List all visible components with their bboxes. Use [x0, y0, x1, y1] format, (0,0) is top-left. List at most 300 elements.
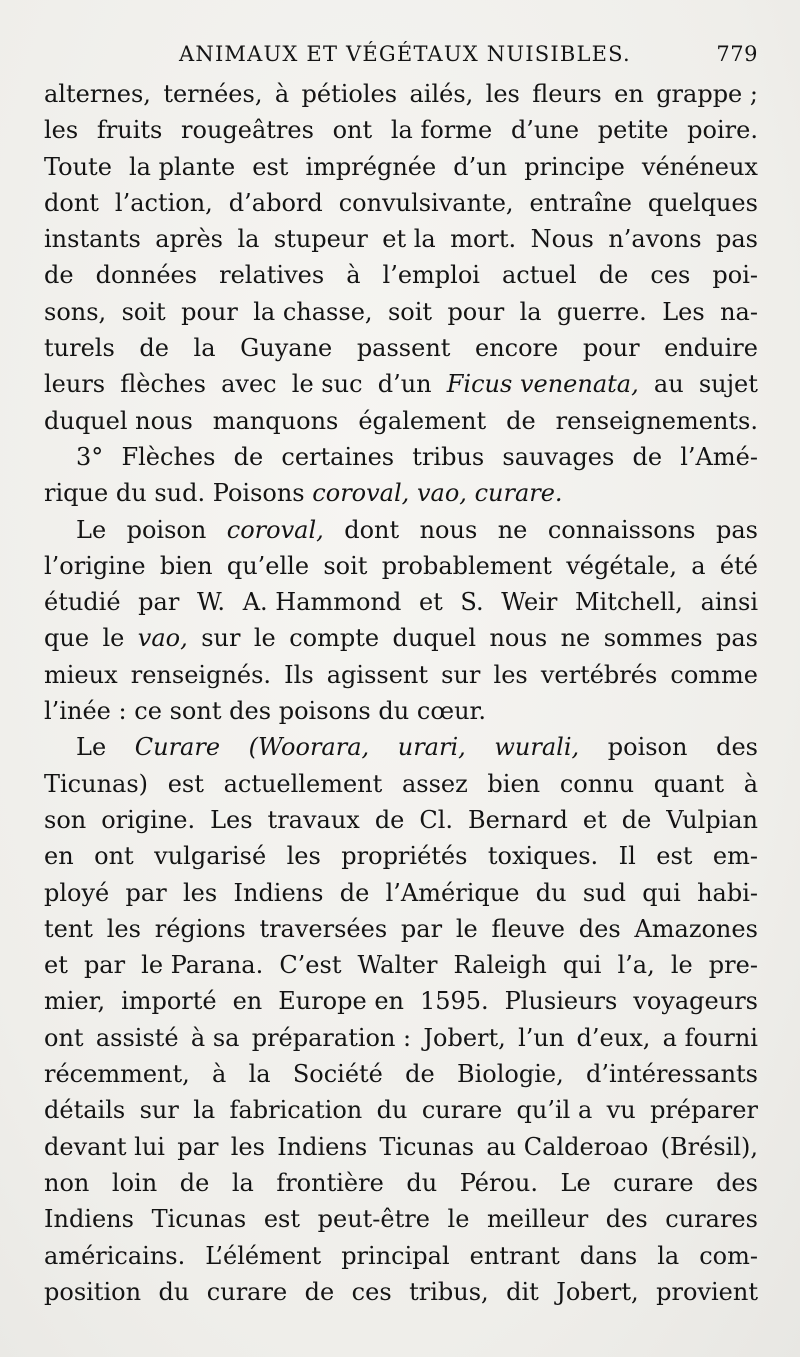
word: Indiens: [44, 1205, 134, 1234]
word: de: [506, 406, 536, 435]
text-line: [44, 257, 758, 293]
word: compte: [289, 624, 380, 653]
text-line: [44, 330, 758, 366]
word: la chasse,: [253, 297, 373, 326]
word: ne: [560, 624, 591, 653]
word: fleurs: [532, 80, 602, 108]
word: et: [418, 588, 443, 617]
word: duquel nous: [44, 406, 193, 435]
word: principe: [524, 152, 625, 181]
word: ont: [94, 842, 134, 871]
text-line: [44, 1165, 758, 1201]
word: les: [485, 80, 520, 108]
word: en: [44, 842, 74, 871]
word: A. Hammond: [242, 588, 402, 617]
word: vénéneux: [641, 152, 758, 181]
word: vertébrés: [540, 660, 658, 689]
word: ainsi: [700, 588, 758, 617]
text-line: [44, 983, 758, 1019]
word: de: [621, 805, 652, 834]
text-line: [44, 693, 758, 729]
word: Toute: [44, 152, 112, 181]
word: Weir: [501, 588, 558, 617]
word: de: [44, 261, 74, 290]
word: actuel: [502, 261, 577, 290]
text-line: [44, 875, 758, 911]
word: le Parana.: [141, 951, 264, 980]
word: curare: [613, 1168, 694, 1197]
word: d’un: [377, 370, 432, 399]
text-line: [44, 149, 758, 185]
word: également: [358, 406, 487, 435]
word: d’eux,: [576, 1023, 651, 1052]
word: Biologie,: [456, 1060, 564, 1089]
word: devant lui: [44, 1132, 165, 1161]
word: les: [183, 878, 218, 907]
word: quant: [653, 769, 724, 798]
word: ployé: [44, 878, 110, 907]
word: les: [230, 1132, 265, 1161]
word: tent: [44, 914, 93, 943]
word: (Woorara,: [248, 733, 370, 762]
word: nous: [419, 515, 478, 544]
word: ne: [497, 515, 528, 544]
word: du: [115, 479, 147, 508]
word: en: [614, 80, 644, 108]
word: urari,: [397, 733, 466, 762]
word: sommes: [603, 624, 703, 653]
word: qu’il a: [516, 1096, 593, 1125]
word: Jobert,: [423, 1023, 506, 1052]
word: Le: [76, 733, 107, 762]
word: la forme: [390, 116, 493, 145]
word: a fourni: [662, 1023, 758, 1052]
text-line: [44, 729, 758, 765]
word: curare: [206, 1277, 288, 1306]
word: cœur.: [416, 697, 487, 726]
text-line: [44, 548, 758, 584]
word: n’avons: [608, 225, 702, 254]
body-text: [44, 76, 758, 1310]
word: pour: [582, 334, 640, 363]
word: le: [102, 624, 125, 653]
word: à: [212, 1060, 227, 1089]
word: duquel: [392, 624, 477, 653]
word: par: [125, 878, 167, 907]
text-line: [44, 403, 758, 439]
word: peut-être: [317, 1205, 430, 1234]
word: la: [237, 225, 260, 254]
word: petite: [597, 116, 669, 145]
word: tribus: [412, 442, 485, 471]
word: connu: [559, 769, 635, 798]
word: voyageurs: [633, 987, 758, 1016]
word: em-: [712, 842, 758, 871]
word: actuellement: [223, 769, 383, 798]
word: par: [83, 951, 126, 980]
word: traversées: [259, 914, 388, 943]
word: toxiques.: [487, 842, 599, 871]
word: manquons: [212, 406, 339, 435]
word: de: [632, 442, 663, 471]
word: dont: [344, 515, 400, 544]
word: pétioles: [301, 80, 398, 108]
text-line: [44, 584, 758, 620]
word: Guyane: [240, 334, 333, 363]
word: pre-: [708, 951, 758, 980]
word: que: [44, 624, 90, 653]
word: agissent: [326, 660, 429, 689]
word: sauvages: [502, 442, 615, 471]
word: importé: [121, 987, 217, 1016]
word: fleuve: [491, 914, 565, 943]
word: Plusieurs: [504, 987, 618, 1016]
word: L’élément: [205, 1241, 322, 1270]
word: C’est: [279, 951, 342, 980]
word: la: [519, 297, 542, 326]
text-line: [44, 112, 758, 148]
word: instants: [44, 225, 141, 254]
word: après: [155, 225, 223, 254]
word: à: [274, 80, 290, 108]
word: des: [716, 1168, 758, 1197]
word: pour: [181, 297, 238, 326]
word: mort.: [450, 225, 517, 254]
word: Ticunas): [44, 769, 149, 798]
word: dit: [506, 1277, 539, 1306]
word: comme: [670, 660, 758, 689]
word: de: [374, 805, 405, 834]
word: soit: [387, 297, 433, 326]
word: certaines: [281, 442, 395, 471]
word: ternées,: [163, 80, 263, 108]
word: récemment,: [44, 1060, 190, 1089]
word: Poisons: [212, 479, 305, 508]
word: provient: [656, 1277, 758, 1306]
word: d’un: [453, 152, 508, 181]
word: vu: [606, 1096, 636, 1125]
word: données: [95, 261, 198, 290]
word: l’un: [518, 1023, 565, 1052]
word: des: [578, 914, 621, 943]
word: Société: [292, 1060, 383, 1089]
word: ont: [332, 116, 373, 145]
word: qu’elle: [226, 551, 310, 580]
word: tribus,: [409, 1277, 489, 1306]
word: poison: [126, 515, 207, 544]
word: de: [139, 334, 169, 363]
word: la: [193, 1096, 216, 1125]
running-head: [44, 42, 758, 78]
word: à sa: [190, 1023, 240, 1052]
word: ce: [134, 697, 162, 726]
word: été: [719, 551, 758, 580]
word: bien: [487, 769, 541, 798]
word: au Calderoao: [486, 1132, 649, 1161]
word: Jobert,: [556, 1277, 639, 1306]
word: en: [232, 987, 263, 1016]
word: par: [177, 1132, 219, 1161]
word: la: [231, 1168, 254, 1197]
word: principal: [341, 1241, 450, 1270]
word: position: [44, 1277, 142, 1306]
word: par: [138, 588, 180, 617]
text-line: [44, 802, 758, 838]
word: des: [716, 733, 758, 762]
word: Il: [618, 842, 636, 871]
text-line: [44, 1238, 758, 1274]
word: vulgarisé: [154, 842, 267, 871]
word: coroval,: [226, 515, 324, 544]
text-line: [44, 221, 758, 257]
word: Bernard: [468, 805, 568, 834]
word: à: [743, 769, 758, 798]
word: stupeur: [273, 225, 368, 254]
word: est: [656, 842, 693, 871]
word: Pérou.: [459, 1168, 538, 1197]
word: entrant: [469, 1241, 560, 1270]
word: curares: [665, 1205, 758, 1234]
word: d’intéressants: [585, 1060, 758, 1089]
word: connaissons: [547, 515, 696, 544]
text-line: [44, 1020, 758, 1056]
word: de: [598, 261, 629, 290]
word: Flèches: [121, 442, 216, 471]
text-line: [44, 294, 758, 330]
word: :: [118, 697, 127, 726]
word: rougeâtres: [181, 116, 314, 145]
word: poisons: [278, 697, 371, 726]
word: assisté: [95, 1023, 179, 1052]
word: au: [653, 370, 684, 399]
running-title: ANIMAUX ET VÉGÉTAUX NUISIBLES.: [179, 42, 631, 66]
word: préparation :: [251, 1023, 412, 1052]
word: préparer: [650, 1096, 758, 1125]
word: convulsivante,: [338, 188, 514, 217]
word: propriétés: [341, 842, 468, 871]
word: Ticunas: [151, 1205, 247, 1234]
word: l’a,: [617, 951, 655, 980]
text-line: [44, 657, 758, 693]
word: ont: [44, 1023, 84, 1052]
word: la plante: [128, 152, 236, 181]
word: Le: [76, 515, 107, 544]
text-line: [44, 947, 758, 983]
word: alternes,: [44, 80, 151, 108]
word: passent: [356, 334, 451, 363]
word: régions: [154, 914, 246, 943]
word: poison: [607, 733, 688, 762]
word: poire.: [687, 116, 758, 145]
word: est: [252, 152, 289, 181]
word: Les: [662, 297, 705, 326]
word: Le: [560, 1168, 591, 1197]
word: l’Amérique: [385, 878, 520, 907]
word: de: [233, 442, 264, 471]
word: le suc: [291, 370, 363, 399]
word: enduire: [664, 334, 758, 363]
word: du: [158, 1277, 190, 1306]
word: de: [304, 1277, 335, 1306]
word: de: [339, 878, 370, 907]
word: du: [535, 878, 567, 907]
word: sur: [201, 624, 241, 653]
word: guerre.: [556, 297, 647, 326]
word: travaux: [267, 805, 360, 834]
word: quelques: [647, 188, 758, 217]
word: dans: [579, 1241, 638, 1270]
word: mieux: [44, 660, 118, 689]
word: 3°: [76, 442, 104, 471]
word: encore: [475, 334, 559, 363]
text-line: [44, 439, 758, 475]
word: Ticunas: [379, 1132, 475, 1161]
word: d’une: [510, 116, 580, 145]
word: na-: [720, 297, 758, 326]
word: soit: [323, 551, 368, 580]
word: l’action,: [114, 188, 213, 217]
word: sur: [139, 1096, 179, 1125]
word: par: [400, 914, 443, 943]
word: d’abord: [228, 188, 323, 217]
word: vao,: [416, 479, 467, 508]
word: bien: [159, 551, 213, 580]
text-line: [44, 620, 758, 656]
text-line: [44, 1274, 758, 1310]
word: sont: [169, 697, 222, 726]
word: origine.: [101, 805, 196, 834]
word: probablement: [381, 551, 552, 580]
word: relatives: [219, 261, 325, 290]
word: non: [44, 1168, 90, 1197]
word: et: [582, 805, 607, 834]
word: l’Amé-: [680, 442, 758, 471]
word: est: [167, 769, 204, 798]
word: Ficus venenata,: [446, 370, 639, 399]
text-line: [44, 838, 758, 874]
word: habi-: [697, 878, 758, 907]
word: S.: [460, 588, 484, 617]
word: sur: [441, 660, 481, 689]
word: Vulpian: [666, 805, 758, 834]
word: les: [44, 116, 79, 145]
word: mier,: [44, 987, 106, 1016]
word: Indiens: [277, 1132, 368, 1161]
word: la: [657, 1241, 680, 1270]
word: Mitchell,: [574, 588, 683, 617]
word: wurali,: [494, 733, 580, 762]
word: assez: [401, 769, 468, 798]
word: curare.: [474, 479, 563, 508]
word: des: [605, 1205, 648, 1234]
word: l’inée: [44, 697, 111, 726]
text-line: [44, 1092, 758, 1128]
word: Ils: [284, 660, 314, 689]
word: com-: [699, 1241, 758, 1270]
text-line: [44, 911, 758, 947]
word: pour: [447, 297, 505, 326]
text-line: [44, 366, 758, 402]
word: meilleur: [487, 1205, 589, 1234]
word: sons,: [44, 297, 107, 326]
word: Europe en: [278, 987, 404, 1016]
word: leurs: [44, 370, 106, 399]
word: Walter: [357, 951, 438, 980]
word: qui: [642, 878, 681, 907]
word: frontière: [276, 1168, 384, 1197]
word: dont: [44, 188, 99, 217]
word: ailés,: [409, 80, 474, 108]
word: 1595.: [419, 987, 489, 1016]
word: le: [455, 914, 478, 943]
word: le: [447, 1205, 470, 1234]
word: vao,: [137, 624, 188, 653]
word: grappe ;: [656, 80, 758, 108]
word: entraîne: [529, 188, 632, 217]
word: des: [229, 697, 272, 726]
word: de: [405, 1060, 435, 1089]
word: de: [179, 1168, 210, 1197]
word: les: [493, 660, 528, 689]
word: a: [691, 551, 706, 580]
word: Indiens: [233, 878, 324, 907]
word: Les: [210, 805, 253, 834]
word: imprégnée: [305, 152, 437, 181]
word: Nous: [530, 225, 594, 254]
word: son: [44, 805, 87, 834]
word: nous: [489, 624, 548, 653]
word: l’origine: [44, 551, 146, 580]
word: et: [44, 951, 68, 980]
word: et la: [382, 225, 436, 254]
text-line: [44, 475, 758, 511]
word: Curare: [134, 733, 221, 762]
word: le: [670, 951, 693, 980]
word: pas: [716, 225, 758, 254]
word: turels: [44, 334, 115, 363]
word: ces: [650, 261, 691, 290]
word: le: [253, 624, 276, 653]
word: pas: [715, 515, 758, 544]
page-number: 779: [716, 42, 758, 66]
word: rique: [44, 479, 109, 508]
text-line: [44, 76, 758, 112]
word: pas: [715, 624, 758, 653]
word: renseignements.: [555, 406, 758, 435]
word: qui: [562, 951, 602, 980]
word: renseignés.: [130, 660, 272, 689]
word: végétale,: [566, 551, 678, 580]
word: sud.: [154, 479, 206, 508]
word: coroval,: [312, 479, 410, 508]
text-line: [44, 766, 758, 802]
word: avec: [221, 370, 277, 399]
word: loin: [111, 1168, 158, 1197]
word: est: [263, 1205, 301, 1234]
word: soit: [121, 297, 166, 326]
word: du: [378, 697, 410, 726]
word: l’emploi: [382, 261, 480, 290]
word: détails: [44, 1096, 126, 1125]
word: sud: [582, 878, 626, 907]
word: fruits: [96, 116, 163, 145]
word: du: [406, 1168, 438, 1197]
text-line: [44, 1201, 758, 1237]
word: les: [106, 914, 141, 943]
word: du: [376, 1096, 408, 1125]
word: sujet: [698, 370, 758, 399]
word: flèches: [120, 370, 206, 399]
